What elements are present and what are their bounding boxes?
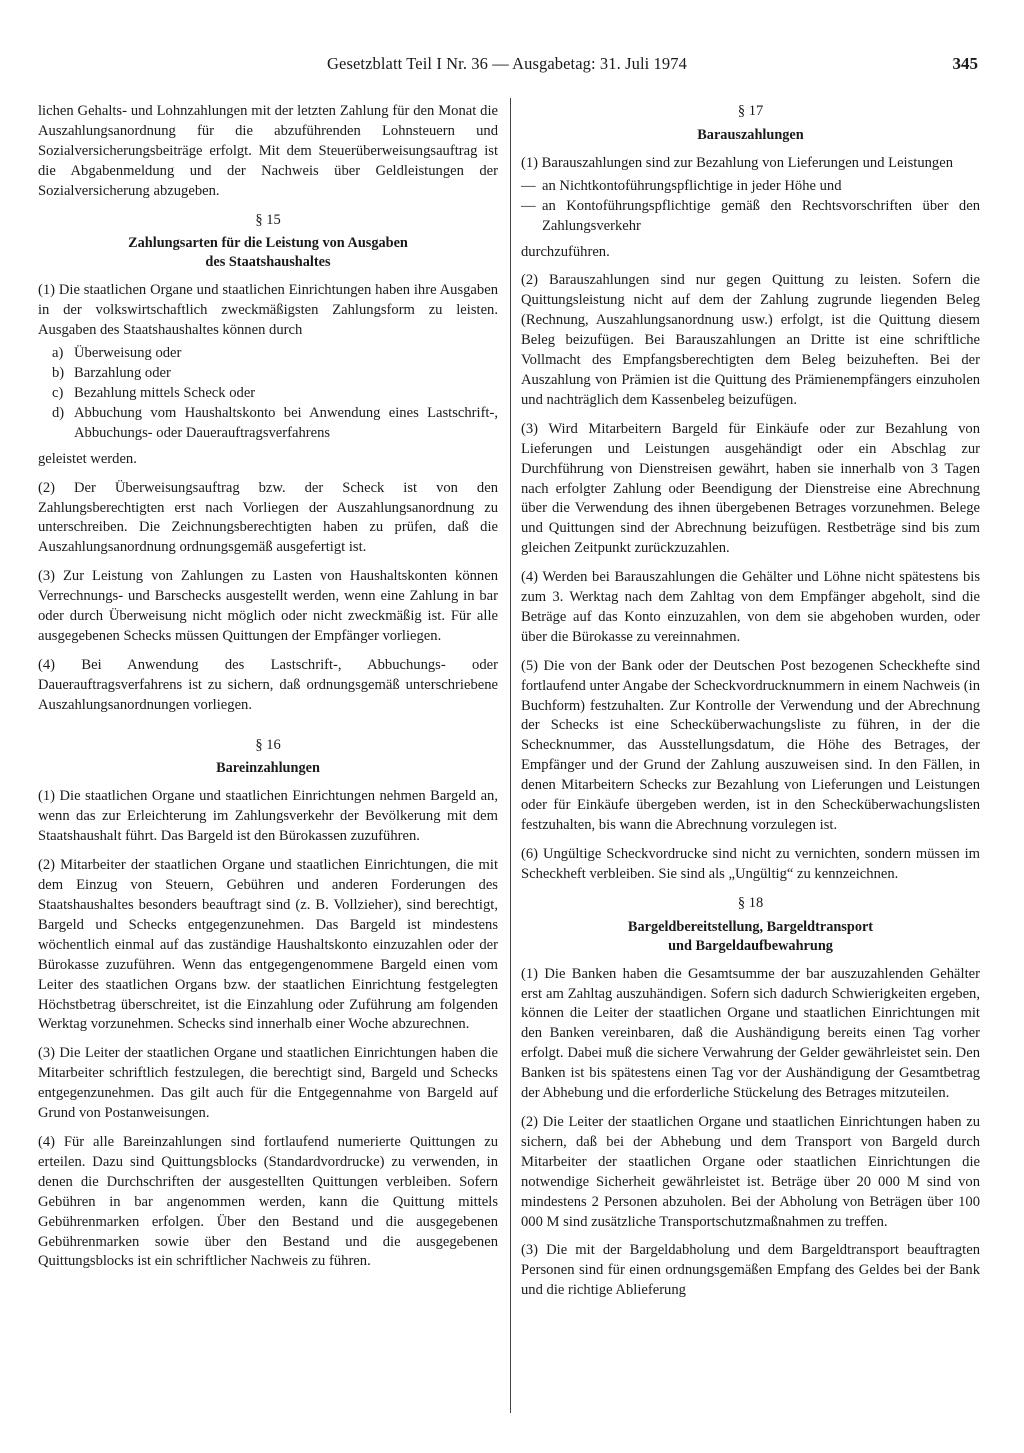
list-item (521, 177, 980, 197)
section-17-paragraph-4: (4) Werden bei Barauszahlungen die Gehälter und Löhne nicht spätestens bis zum 3. Werktag nach dem Zahltag von dem Empfänger abgeholt, sind die Beträge auf das Konto einzuzahlen, von dem sie abgehoben wurden, oder über die Bürokasse zu vereinnahmen. (521, 569, 980, 645)
section-15-paragraph-1: (1) Die staatlichen Organe und staatlichen Einrichtungen haben ihre Ausgaben in der volkswirtschaftlich zweckmäßigsten Zahlungsform zu leisten. Ausgaben des Staatshaushaltes können durch (38, 282, 498, 339)
page-number: 345 (952, 54, 978, 73)
list-marker: — (521, 177, 536, 194)
section-18-title-line2: und Bargeldaufbewahrung (668, 937, 833, 954)
section-16-paragraph-2: (2) Mitarbeiter der staatlichen Organe und staatlichen Einrichtungen, die mit dem Einzug von Steuern, Gebühren und anderen Forderungen des Staatshaushaltes besonders beauftragt sind (z. B. Vollzieher), sind berechtigt, Bargeld und Schecks entgegenzunehmen. Das Bargeld ist mindestens wöchentlich einmal auf das zuständige Haushaltskonto einzuzahlen oder der Bürokasse zuzuführen. Wenn das entgegengenommene Bargeld einen vom Leiter des staatlichen Organs bzw. der staatlichen Einrichtung festgelegten Höchstbetrag überschreitet, ist die Einzahlung oder Zuführung am folgenden Werktag vorzunehmen. Schecks sind innerhalb einer Woche abzurechnen. (38, 857, 498, 1033)
section-16-paragraph-4: (4) Für alle Bareinzahlungen sind fortlaufend numerierte Quittungen zu erteilen. Dazu sind Quittungsblocks (Standardvordrucke) zu verwenden, in denen die Durchschriften der ausgestellten Quittungen verbleiben. Sofern Gebühren in bar angenommen werden, kann die Quittung mittels Gebührenmarken erfolgen. Über den Bestand und die ausgegebenen Gebührenmarken sowie über den Bestand und die ausgegebenen Quittungsblocks ist ein schriftlicher Nachweis zu führen. (38, 1133, 498, 1270)
section-18-title-line1: Bargeldbereitstellung, Bargeldtransport (627, 918, 874, 935)
section-17-paragraph-3: (3) Wird Mitarbeitern Bargeld für Einkäufe oder zur Bezahlung von Lieferungen und Leistungen ausgehändigt oder ein Abschlag zur Durchführung von Dienstreisen gewährt, haben sie innerhalb von 3 Tagen nach erfolgter Zahlung oder Beendigung der Dienstreise eine Abrechnung über die Verwendung des ihnen übergebenen Betrages vorzunehmen. Belege und Quittungen sind der Abrechnung beizufügen. Restbeträge sind bis zum gleichen Zeitpunkt zurückzuzahlen. (521, 420, 980, 557)
section-16-paragraph-1: (1) Die staatlichen Organe und staatlichen Einrichtungen nehmen Bargeld an, wenn das zur Erleichterung im Zahlungsverkehr der Bevölkerung mit dem Staatshaushalt führt. Das Bargeld ist den Bürokassen zuzuführen. (38, 788, 498, 845)
list-marker: c) (52, 384, 64, 401)
list-item-text: an Kontoführungspflichtige gemäß den Rechtsvorschriften über den Zahlungsverkehr (542, 197, 980, 234)
list-item (38, 384, 498, 404)
section-15-paragraph-2: (2) Der Überweisungsauftrag bzw. der Scheck ist von den Zahlungsberechtigten erst nach Vorliegen der Auszahlungsanordnung zu unterschreiben. Die Zeichnungsberechtigten haben zu prüfen, daß die Auszahlungsanordnung ordnungsgemäß ausgefertigt ist. (38, 479, 498, 556)
list-marker: a) (52, 345, 64, 362)
right-column (521, 102, 980, 1310)
section-17-paragraph-1-end: durchzuführen. (521, 243, 610, 260)
section-15-list (38, 344, 498, 444)
section-18-paragraph-3: (3) Die mit der Bargeldabholung und dem Bargeldtransport beauftragten Personen sind für einen ordnungsgemäßen Empfang des Geldes bei der Bank und die richtige Ablieferung (521, 1242, 980, 1299)
list-item-text: Überweisung oder (74, 345, 182, 362)
section-17-paragraph-2: (2) Barauszahlungen sind nur gegen Quittung zu leisten. Sofern die Quittungsleistung nicht auf dem der Zahlung zugrunde liegenden Beleg (Rechnung, Auszahlungsanordnung usw.) erfolgt, ist die Quittung diesem Beleg beizufügen. Bei Barauszahlungen an Dritte ist eine schriftliche Vollmacht des Empfangsberechtigten dem Beleg beizuheften. Bei der Auszahlung von Prämien ist die Quittung des Prämienempfängers einzuholen und nachträglich dem Kassenbeleg beizufügen. (521, 272, 980, 408)
section-15-paragraph-1-end: geleistet werden. (38, 450, 137, 467)
section-15-paragraph-3: (3) Zur Leistung von Zahlungen zu Lasten von Haushaltskonten können Verrechnungs- und Barschecks ausgestellt werden, wenn eine Zahlung in bar oder durch Überweisung nicht möglich oder nicht zweckmäßig ist. Für alle ausgegebenen Schecks müssen Quittungen der Empfänger vorliegen. (38, 568, 498, 644)
section-15-number: § 15 (255, 211, 281, 228)
section-16-title: Bareinzahlungen (216, 760, 320, 777)
section-17-paragraph-1: (1) Barauszahlungen sind zur Bezahlung von Lieferungen und Leistungen (521, 154, 954, 171)
list-item-text: Abbuchung vom Haushaltskonto bei Anwendung eines Lastschrift-, Abbuchungs- oder Dauerauftragsverfahrens (74, 404, 498, 441)
continued-paragraph: lichen Gehalts- und Lohnzahlungen mit der letzten Zahlung für den Monat die Auszahlungsanordnung für die abzuführenden Lohnsteuern und Sozialversicherungsbeiträge erfolgt. Mit dem Steuerüberweisungsauftrag ist die Abgabenmeldung und der Nachweis über Geldleistungen der Sozialversicherung abzugeben. (38, 103, 498, 199)
column-divider (510, 98, 511, 1413)
section-17-paragraph-6: (6) Ungültige Scheckvordrucke sind nicht zu vernichten, sondern müssen im Scheckheft verbleiben. Sie sind als „Ungültig“ zu kennzeichnen. (521, 845, 980, 882)
section-17-title: Barauszahlungen (697, 126, 804, 143)
page-header (36, 54, 978, 78)
section-18-number: § 18 (737, 894, 764, 911)
section-17-number: § 17 (737, 103, 764, 119)
list-item (38, 404, 498, 444)
section-17-paragraph-5: (5) Die von der Bank oder der Deutschen Post bezogenen Scheckhefte sind fortlaufend unter Angabe der Scheckvordrucknummern in einem Nachweis (in Buchform) festzuhalten. Zur Kontrolle der Verwendung und der Abrechnung der Schecks ist eine Schecküberwachungsliste zu führen, in der die Schecknummer, das Ausstellungsdatum, die Höhe des Betrages, der Empfänger und der Grund der Zahlung auszuweisen sind. In den Fällen, in denen Mitarbeitern Schecks zur Bezahlung von Lieferungen und Leistungen oder für Einkäufe übergeben werden, ist in den Schecküberwachungslisten festzuhalten, bis wann die Abrechnung vorzulegen ist. (521, 657, 980, 833)
list-item-text: an Nichtkontoführungspflichtige in jeder Höhe und (542, 177, 842, 194)
list-marker: b) (52, 365, 65, 382)
list-item (38, 344, 498, 364)
list-item-text: Barzahlung oder (74, 365, 171, 382)
list-item (38, 364, 498, 384)
left-column (38, 102, 498, 1281)
section-15-title (38, 234, 498, 272)
section-18-title (521, 918, 980, 956)
section-16-paragraph-3: (3) Die Leiter der staatlichen Organe und staatlichen Einrichtungen haben die Mitarbeiter schriftlich festzulegen, die berechtigt sind, Bargeld und Schecks entgegenzunehmen. Das gilt auch für die Entgegennahme von Bargeld auf Grund von Postanweisungen. (38, 1045, 498, 1122)
list-marker: d) (52, 404, 65, 421)
list-item (521, 197, 980, 237)
gazette-title: Gesetzblatt Teil I Nr. 36 — Ausgabetag: 31. Juli 1974 (327, 54, 687, 73)
section-15-paragraph-4: (4) Bei Anwendung des Lastschrift-, Abbuchungs- oder Dauerauftragsverfahrens ist zu sichern, daß ordnungsgemäß unterschriebene Auszahlungsanordnungen vorliegen. (38, 656, 498, 713)
section-18-paragraph-2: (2) Die Leiter der staatlichen Organe und staatlichen Einrichtungen haben zu sichern, daß bei der Abhebung und dem Transport von Bargeld durch Mitarbeiter der staatlichen Organe oder staatlichen Einrichtungen die notwendige Sicherheit gewährleistet ist. Beträge über 20 000 M sind von mindestens 2 Personen abzuholen. Bei der Abholung von Beträgen über 100 000 M sind zusätzliche Transportschutzmaßnahmen zu treffen. (521, 1113, 980, 1230)
section-16-number: § 16 (255, 736, 281, 753)
list-marker: — (521, 197, 536, 214)
section-18-paragraph-1: (1) Die Banken haben die Gesamtsumme der bar auszuzahlenden Gehälter erst am Zahltag auszuhändigen. Sofern sich dadurch Schwierigkeiten ergeben, können die Leiter der staatlichen Organe und staatlichen Einrichtungen mit den Banken vereinbaren, daß die Aushändigung bereits einen Tag vorher erfolgt. Dabei muß die sichere Verwahrung der Gelder gewährleistet sein. Den Banken ist bis spätestens einen Tag vor der Aushändigung der Gesamtbetrag der Abhebung und die erforderliche Stückelung des Betrages mitzuteilen. (521, 965, 980, 1102)
list-item-text: Bezahlung mittels Scheck oder (74, 384, 256, 401)
section-15-title-line1: Zahlungsarten für die Leistung von Ausgaben (128, 235, 408, 252)
section-15-title-line2: des Staatshaushaltes (205, 254, 331, 271)
section-17-list (521, 177, 980, 237)
